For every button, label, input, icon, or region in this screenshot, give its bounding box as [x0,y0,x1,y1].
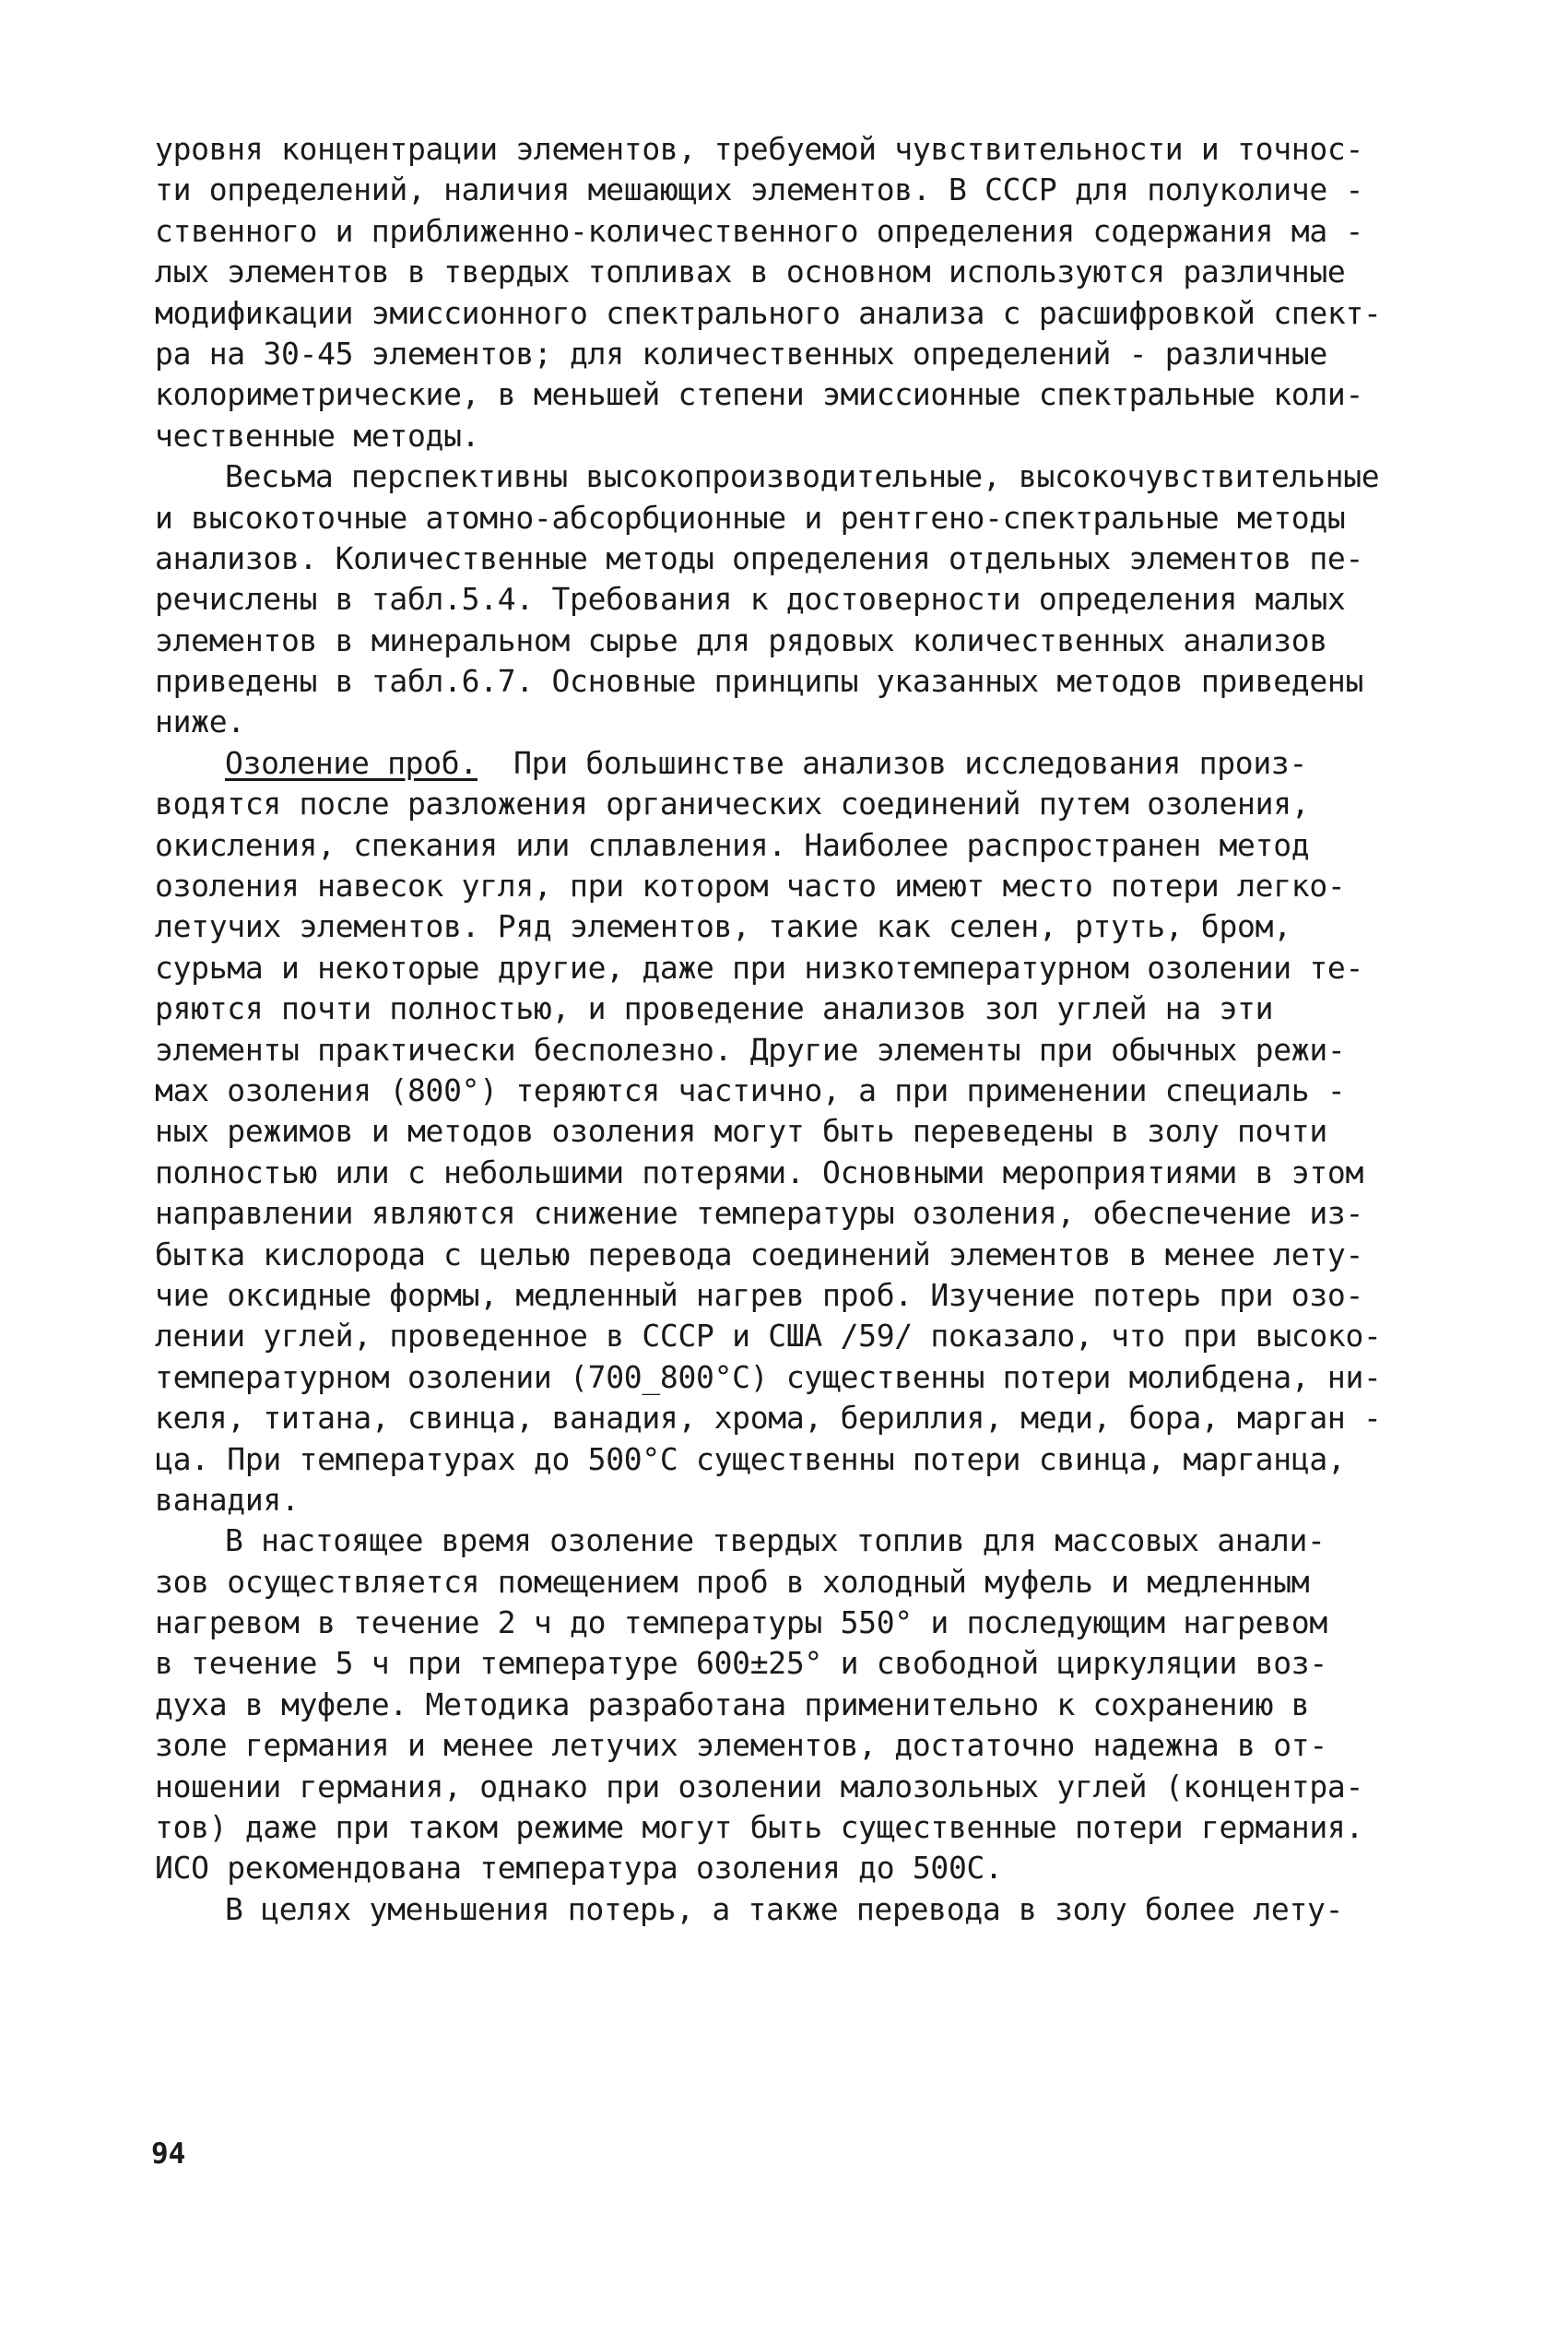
text-line: чие оксидные формы, медленный нагрев проб. Изучение потерь при озо- [155,1276,1364,1313]
text-line: Весьма перспективны высокопроизводительные, высокочувствительные [225,458,1380,495]
text-line: лении углей, проведенное в СССР и США /59/ показало, что при высоко- [155,1318,1382,1355]
page-number: 94 [151,2137,186,2171]
text-line: ра на 30-45 элементов; для количественных определений - различные [155,335,1327,372]
paragraph [155,1889,1427,1930]
text-line: золе германия и менее летучих элементов, достаточно надежна в от- [155,1727,1327,1764]
text-line: чественные методы. [155,417,480,454]
text-line: летучих элементов. Ряд элементов, такие как селен, ртуть, бром, [155,908,1291,945]
page-body [155,129,1427,1930]
text-line: ных режимов и методов озоления могут быть переведены в золу почти [155,1113,1327,1150]
text-line: и высокоточные атомно-абсорбционные и рентгено-спектральные методы [155,499,1346,536]
text-line: колориметрические, в меньшей степени эмиссионные спектральные коли- [155,376,1364,413]
paragraph [155,1520,1427,1889]
text-line: температурном озолении (700_800°С) существенны потери молибдена, ни- [155,1358,1382,1395]
text-line [155,743,1427,784]
text-fragment: При большинстве анализов исследования произ- [513,744,1308,781]
text-line: бытка кислорода с целью перевода соединений элементов в менее лету- [155,1236,1364,1272]
text-line: в течение 5 ч при температуре 600±25° и свободной циркуляции воз- [155,1645,1327,1682]
text-line: ряются почти полностью, и проведение анализов зол углей на эти [155,990,1274,1027]
text-line: ца. При температурах до 500°С существенны потери свинца, марганца, [155,1440,1346,1477]
text-line: элементы практически бесполезно. Другие элементы при обычных режи- [155,1031,1346,1068]
text-line: ванадия. [155,1481,300,1518]
text-line: речислены в табл.5.4. Требования к достоверности определения малых [155,581,1346,618]
text-line: зов осуществляется помещением проб в холодный муфель и медленным [155,1563,1310,1600]
paragraph [155,129,1427,456]
text-line: В целях уменьшения потерь, а также перевода в золу более лету- [225,1890,1344,1927]
section-heading: Озоление проб. [225,744,477,781]
text-line: приведены в табл.6.7. Основные принципы указанных методов приведены [155,663,1364,700]
text-line: келя, титана, свинца, ванадия, хрома, бериллия, меди, бора, марган - [155,1400,1382,1437]
text-line: ношении германия, однако при озолении малозольных углей (концентра- [155,1768,1364,1804]
text-line: окисления, спекания или сплавления. Наиболее распространен метод [155,826,1310,863]
text-line: тов) даже при таком режиме могут быть существенные потери германия. [155,1809,1364,1846]
text-line: элементов в минеральном сырье для рядовых количественных анализов [155,621,1327,658]
text-line: В настоящее время озоление твердых топлив для массовых анали- [225,1522,1326,1559]
text-line: водятся после разложения органических соединений путем озоления, [155,786,1310,822]
text-line: уровня концентрации элементов, требуемой чувствительности и точнос- [155,131,1364,167]
text-line: лых элементов в твердых топливах в основном используются различные [155,254,1346,290]
text-line: анализов. Количественные методы определения отдельных элементов пе- [155,539,1364,576]
text-line: полностью или с небольшими потерями. Основными мероприятиями в этом [155,1154,1364,1190]
text-line: ИСО рекомендована температура озоления до 500С. [155,1850,1003,1887]
paragraph [155,743,1427,1520]
text-line: модификации эмиссионного спектрального анализа с расшифровкой спект- [155,294,1382,331]
text-line: духа в муфеле. Методика разработана применительно к сохранению в [155,1686,1310,1722]
text-line: ственного и приближенно-количественного определения содержания ма - [155,212,1364,249]
text-line: мах озоления (800°) теряются частично, а при применении специаль - [155,1071,1346,1108]
text-line: ти определений, наличия мешающих элементов. В СССР для полуколиче - [155,172,1364,208]
paragraph [155,456,1427,743]
text-line: направлении являются снижение температуры озоления, обеспечение из- [155,1195,1364,1232]
text-line: сурьма и некоторые другие, даже при низкотемпературном озолении те- [155,949,1364,986]
text-line: озоления навесок угля, при котором часто имеют место потери легко- [155,868,1346,905]
text-line: нагревом в течение 2 ч до температуры 550° и последующим нагревом [155,1604,1327,1641]
text-line: ниже. [155,704,245,740]
